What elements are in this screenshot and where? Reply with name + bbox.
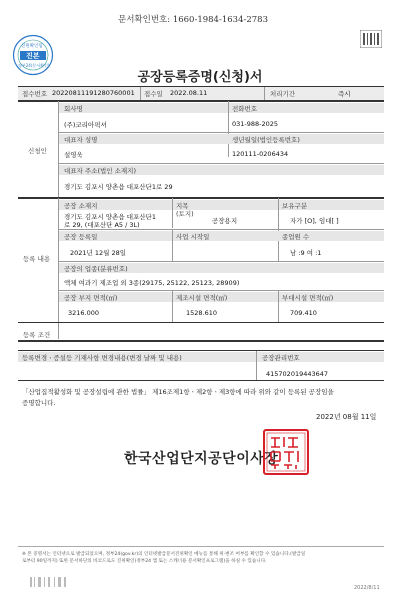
management-no-label: 공장관리번호	[262, 354, 300, 362]
mfg-area-label: 제조시설 면적(㎡)	[176, 294, 228, 302]
certification-text-line2: 증명합니다.	[22, 399, 56, 407]
registration-section-label: 등록 내용	[23, 255, 51, 263]
receipt-no-label: 접수번호	[22, 90, 48, 98]
issuer-name: 한국산업단지공단이사장	[124, 451, 279, 467]
ownership-value: 자가 [O], 임대[ ]	[290, 217, 339, 225]
employees-label: 종업원 수	[282, 233, 310, 241]
land-label-1: 지목	[176, 202, 189, 210]
rep-address-value: 경기도 김포시 양촌읍 대포산단1로 29	[64, 183, 173, 191]
rep-name-value: 설영욱	[64, 151, 83, 159]
applicant-section-label: 신청인	[28, 147, 47, 155]
industry-value: 액체 여과기 제조업 외 3종(29175, 25122, 25123, 28909)	[64, 279, 240, 287]
birth-value: 120111-0206434	[232, 150, 289, 158]
logo-top-text: 신원확인됨	[21, 44, 43, 49]
page-title: 공장등록증명(신청)서	[137, 70, 263, 85]
footer-note-line2: 로부터 90일까지) 또한 문서하단의 바코드로도 진위확인(정부24 앱 또는 스캐너용 문서확인프로그램)을 하실 수 있습니다.	[22, 559, 267, 564]
issue-date: 2022년 08월 11일	[316, 413, 377, 421]
ownership-label: 보유구분	[282, 202, 308, 210]
phone-value: 031-988-2025	[232, 120, 279, 128]
site-area-value: 3216.000	[68, 309, 100, 317]
rep-address-label: 대표자 주소(법인 소재지)	[64, 167, 136, 175]
start-date-label: 사업 시작일	[176, 233, 210, 241]
receipt-date-label: 접수일	[144, 90, 163, 98]
rep-name-label: 대표자 성명	[64, 136, 98, 144]
receipt-date-value: 2022.08.11	[170, 89, 208, 97]
page-date: 2022/8/11	[354, 585, 380, 591]
company-name-value: (주)코리아픽셔	[64, 121, 107, 129]
processing-period-label: 처리기간	[270, 90, 296, 98]
footer-barcode-icon	[30, 572, 370, 582]
management-no-value: 415702019443647	[266, 370, 329, 378]
logo-main-text: 진본	[26, 52, 40, 60]
reg-date-label: 공장 등록일	[64, 233, 98, 241]
factory-address-label: 공장 소재지	[64, 202, 98, 210]
logo-bottom-text: 정부24(문서확인)	[18, 63, 50, 68]
conditions-label: 등록 조건	[23, 331, 51, 339]
factory-address-value-line2: 로 29, (대포산단 A5 / 3L)	[64, 221, 140, 229]
company-name-label: 회사명	[64, 105, 83, 113]
aux-area-value: 709.410	[290, 309, 317, 317]
aux-area-label: 부대시설 면적(㎡)	[282, 294, 334, 302]
processing-period-value: 즉시	[338, 90, 351, 98]
site-area-label: 공장 부지 면적(㎡)	[64, 294, 118, 302]
industry-label: 공장의 업종(분류번호)	[64, 265, 128, 273]
official-seal-stamp	[262, 428, 310, 476]
land-label-2: (토지)	[176, 210, 194, 218]
factory-address-value-line1: 경기도 김포시 양촌읍 대포산단1	[64, 213, 156, 221]
receipt-no-value: 20220811191280760001	[52, 89, 135, 97]
certification-text-line1: 「산업집적활성화 및 공장설립에 관한 법률」 제16조제1항ㆍ제2항ㆍ제3항에 따라 위와 같이 등록된 공장임을	[22, 388, 334, 396]
reg-date-value: 2021년 12월 28일	[70, 249, 127, 257]
change-history-label: 등록변경ㆍ증설등 기재사항 변경내용(변경 날짜 및 내용)	[22, 354, 182, 362]
doc-check-number: 문서확인번호: 1660-1984-1634-2783	[118, 15, 268, 25]
phone-label: 전화번호	[232, 105, 258, 113]
employees-value: 남 :9 여 :1	[290, 249, 322, 257]
land-value: 공장용지	[212, 217, 238, 225]
mfg-area-value: 1528.610	[186, 309, 218, 317]
official-seal	[262, 428, 310, 476]
barcode-icon	[360, 30, 382, 48]
birth-label: 생년월일(법인등록번호)	[232, 136, 300, 144]
footer-note-line1: ※ 본 증명서는 인터넷으로 발급되었으며, 정부24(gov.kr)의 인터넷발급문서진위확인 메뉴를 통해 위·변조 여부를 확인할 수 있습니다.(발급일	[22, 552, 306, 557]
